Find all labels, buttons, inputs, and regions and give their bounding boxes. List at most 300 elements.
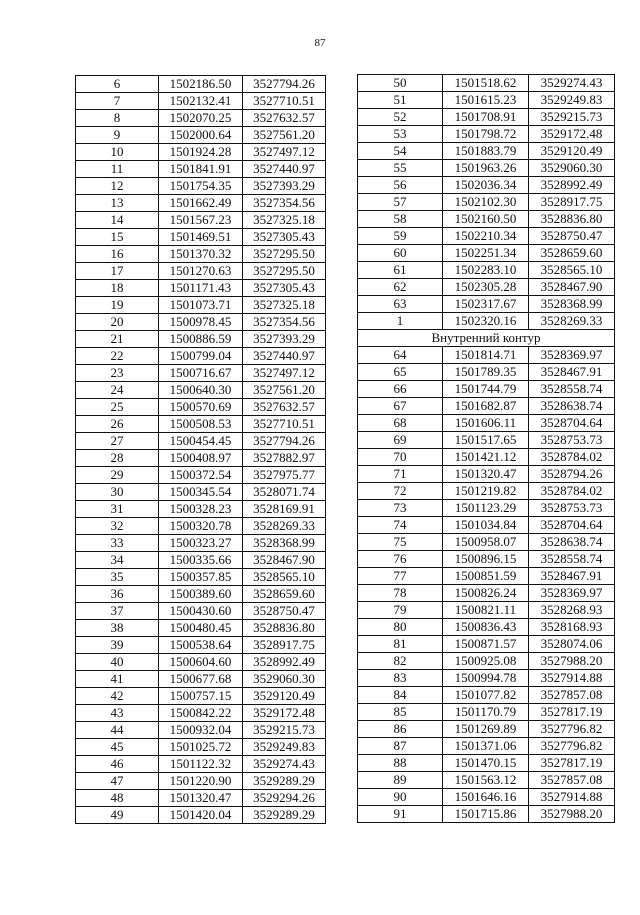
y-coordinate: 3527796.82 [529,738,615,755]
y-coordinate: 3527325.18 [243,297,326,314]
x-coordinate: 1501320.47 [159,790,243,807]
coordinate-row [358,653,615,670]
coordinate-row [76,246,326,263]
point-number: 44 [76,722,159,739]
point-number: 50 [358,75,443,92]
point-number: 55 [358,160,443,177]
coordinate-row [358,245,615,262]
point-number: 9 [76,127,159,144]
x-coordinate: 1501798.72 [443,126,529,143]
coordinate-row [358,296,615,313]
y-coordinate: 3527817.19 [529,704,615,721]
x-coordinate: 1502317.67 [443,296,529,313]
coordinate-row [76,552,326,569]
page-number: 87 [314,37,326,49]
point-number: 86 [358,721,443,738]
coordinate-row [76,263,326,280]
point-number: 71 [358,466,443,483]
y-coordinate: 3529215.73 [243,722,326,739]
point-number: 35 [76,569,159,586]
x-coordinate: 1500851.59 [443,568,529,585]
point-number: 90 [358,789,443,806]
coordinate-row [358,517,615,534]
coordinate-row [358,602,615,619]
y-coordinate: 3528565.10 [529,262,615,279]
point-number: 80 [358,619,443,636]
point-number: 53 [358,126,443,143]
x-coordinate: 1500328.23 [159,501,243,518]
x-coordinate: 1500826.24 [443,585,529,602]
coordinate-row [358,585,615,602]
x-coordinate: 1502283.10 [443,262,529,279]
x-coordinate: 1500757.15 [159,688,243,705]
y-coordinate: 3529060.30 [529,160,615,177]
x-coordinate: 1501025.72 [159,739,243,756]
y-coordinate: 3528704.64 [529,517,615,534]
x-coordinate: 1501371.06 [443,738,529,755]
y-coordinate: 3529172.48 [243,705,326,722]
point-number: 70 [358,449,443,466]
y-coordinate: 3527914.88 [529,789,615,806]
x-coordinate: 1501171.43 [159,280,243,297]
x-coordinate: 1500871.57 [443,636,529,653]
y-coordinate: 3528917.75 [529,194,615,211]
y-coordinate: 3529060.30 [243,671,326,688]
point-number: 38 [76,620,159,637]
point-number: 27 [76,433,159,450]
x-coordinate: 1502210.34 [443,228,529,245]
coordinate-row [76,144,326,161]
point-number: 26 [76,416,159,433]
x-coordinate: 1500978.45 [159,314,243,331]
x-coordinate: 1501708.91 [443,109,529,126]
y-coordinate: 3529249.83 [529,92,615,109]
y-coordinate: 3529120.49 [243,688,326,705]
x-coordinate: 1500323.27 [159,535,243,552]
x-coordinate: 1501563.12 [443,772,529,789]
y-coordinate: 3529294.26 [243,790,326,807]
point-number: 52 [358,109,443,126]
y-coordinate: 3527354.56 [243,314,326,331]
point-number: 78 [358,585,443,602]
x-coordinate: 1502160.50 [443,211,529,228]
point-number: 59 [358,228,443,245]
x-coordinate: 1501122.32 [159,756,243,773]
x-coordinate: 1500538.64 [159,637,243,654]
point-number: 29 [76,467,159,484]
coordinate-row [76,161,326,178]
coordinate-row [76,467,326,484]
point-number: 42 [76,688,159,705]
point-number: 20 [76,314,159,331]
y-coordinate: 3528071.74 [243,484,326,501]
y-coordinate: 3528836.80 [529,211,615,228]
x-coordinate: 1501073.71 [159,297,243,314]
x-coordinate: 1500345.54 [159,484,243,501]
y-coordinate: 3529249.83 [243,739,326,756]
coordinate-row [358,636,615,653]
y-coordinate: 3527440.97 [243,348,326,365]
point-number: 15 [76,229,159,246]
y-coordinate: 3527354.56 [243,195,326,212]
x-coordinate: 1500994.78 [443,670,529,687]
x-coordinate: 1501754.35 [159,178,243,195]
y-coordinate: 3528659.60 [243,586,326,603]
point-number: 46 [76,756,159,773]
point-number: 79 [358,602,443,619]
y-coordinate: 3528467.91 [529,364,615,381]
x-coordinate: 1500372.54 [159,467,243,484]
point-number: 58 [358,211,443,228]
x-coordinate: 1500925.08 [443,653,529,670]
coordinate-row [76,807,326,824]
coordinate-row [76,739,326,756]
point-number: 73 [358,500,443,517]
point-number: 83 [358,670,443,687]
x-coordinate: 1500932.04 [159,722,243,739]
x-coordinate: 1501606.11 [443,415,529,432]
x-coordinate: 1501269.89 [443,721,529,738]
coordinate-row [358,500,615,517]
coordinate-row [76,127,326,144]
section-heading-row [358,330,615,347]
x-coordinate: 1500716.67 [159,365,243,382]
coordinate-row [76,722,326,739]
coordinate-row [358,364,615,381]
y-coordinate: 3529215.73 [529,109,615,126]
y-coordinate: 3528704.64 [529,415,615,432]
point-number: 89 [358,772,443,789]
point-number: 69 [358,432,443,449]
coordinate-row [76,569,326,586]
coordinate-row [76,433,326,450]
y-coordinate: 3527497.12 [243,144,326,161]
coordinate-row [358,738,615,755]
y-coordinate: 3527857.08 [529,687,615,704]
coordinate-row [76,212,326,229]
point-number: 49 [76,807,159,824]
point-number: 76 [358,551,443,568]
y-coordinate: 3527882.97 [243,450,326,467]
point-number: 61 [358,262,443,279]
y-coordinate: 3528753.73 [529,432,615,449]
coordinate-row [358,109,615,126]
y-coordinate: 3527305.43 [243,229,326,246]
coordinate-row [358,160,615,177]
x-coordinate: 1501270.63 [159,263,243,280]
point-number: 56 [358,177,443,194]
point-number: 82 [358,653,443,670]
x-coordinate: 1500454.45 [159,433,243,450]
y-coordinate: 3527561.20 [243,382,326,399]
coordinate-row [76,790,326,807]
coordinate-row [76,586,326,603]
x-coordinate: 1500958.07 [443,534,529,551]
y-coordinate: 3527393.29 [243,331,326,348]
y-coordinate: 3527325.18 [243,212,326,229]
coordinate-row [358,75,615,92]
y-coordinate: 3527710.51 [243,93,326,110]
x-coordinate: 1502186.50 [159,76,243,93]
coordinate-row [76,773,326,790]
y-coordinate: 3527817.19 [529,755,615,772]
coordinate-row [76,229,326,246]
coordinate-row [76,195,326,212]
x-coordinate: 1501517.65 [443,432,529,449]
x-coordinate: 1501662.49 [159,195,243,212]
point-number: 66 [358,381,443,398]
y-coordinate: 3528638.74 [529,398,615,415]
x-coordinate: 1500335.66 [159,552,243,569]
coordinate-row [76,501,326,518]
x-coordinate: 1501470.15 [443,755,529,772]
y-coordinate: 3528992.49 [529,177,615,194]
coordinate-row [76,110,326,127]
point-number: 36 [76,586,159,603]
y-coordinate: 3529274.43 [243,756,326,773]
x-coordinate: 1501421.12 [443,449,529,466]
y-coordinate: 3527794.26 [243,76,326,93]
y-coordinate: 3527497.12 [243,365,326,382]
coordinate-row [358,687,615,704]
coordinate-row [358,381,615,398]
point-number: 25 [76,399,159,416]
coordinate-row [358,670,615,687]
coordinate-row [358,262,615,279]
point-number: 47 [76,773,159,790]
x-coordinate: 1502305.28 [443,279,529,296]
x-coordinate: 1502036.34 [443,177,529,194]
point-number: 41 [76,671,159,688]
x-coordinate: 1502320.16 [443,313,529,330]
coordinate-row [358,228,615,245]
x-coordinate: 1501963.26 [443,160,529,177]
x-coordinate: 1501219.82 [443,483,529,500]
coordinate-row [358,194,615,211]
coordinate-row [76,671,326,688]
coordinate-row [76,484,326,501]
y-coordinate: 3527857.08 [529,772,615,789]
coordinate-row [76,518,326,535]
coordinate-row [76,178,326,195]
x-coordinate: 1501320.47 [443,466,529,483]
coordinate-row [76,348,326,365]
point-number: 24 [76,382,159,399]
coordinates-table-right-body [358,75,615,823]
y-coordinate: 3528917.75 [243,637,326,654]
y-coordinate: 3527796.82 [529,721,615,738]
point-number: 39 [76,637,159,654]
coordinate-row [358,347,615,364]
point-number: 19 [76,297,159,314]
point-number: 16 [76,246,159,263]
x-coordinate: 1500677.68 [159,671,243,688]
x-coordinate: 1502102.30 [443,194,529,211]
coordinates-table-left-body [76,76,326,824]
point-number: 65 [358,364,443,381]
coordinate-row [358,177,615,194]
y-coordinate: 3529274.43 [529,75,615,92]
coordinate-row [76,637,326,654]
y-coordinate: 3528368.99 [243,535,326,552]
y-coordinate: 3528750.47 [243,603,326,620]
x-coordinate: 1501789.35 [443,364,529,381]
x-coordinate: 1501220.90 [159,773,243,790]
x-coordinate: 1500836.43 [443,619,529,636]
y-coordinate: 3528467.90 [243,552,326,569]
x-coordinate: 1501924.28 [159,144,243,161]
y-coordinate: 3527440.97 [243,161,326,178]
x-coordinate: 1500430.60 [159,603,243,620]
section-heading: Внутренний контур [358,330,615,347]
point-number: 74 [358,517,443,534]
point-number: 6 [76,76,159,93]
coordinate-row [358,483,615,500]
y-coordinate: 3528368.99 [529,296,615,313]
point-number: 64 [358,347,443,364]
point-number: 1 [358,313,443,330]
coordinate-row [358,466,615,483]
y-coordinate: 3528638.74 [529,534,615,551]
y-coordinate: 3529172.48 [529,126,615,143]
point-number: 33 [76,535,159,552]
y-coordinate: 3528168.93 [529,619,615,636]
x-coordinate: 1500886.59 [159,331,243,348]
x-coordinate: 1501123.29 [443,500,529,517]
point-number: 81 [358,636,443,653]
point-number: 32 [76,518,159,535]
y-coordinate: 3528992.49 [243,654,326,671]
y-coordinate: 3527305.43 [243,280,326,297]
y-coordinate: 3527988.20 [529,653,615,670]
y-coordinate: 3528369.97 [529,585,615,602]
x-coordinate: 1500640.30 [159,382,243,399]
coordinate-row [76,416,326,433]
coordinates-table-left [75,75,326,824]
x-coordinate: 1501034.84 [443,517,529,534]
y-coordinate: 3527914.88 [529,670,615,687]
y-coordinate: 3528784.02 [529,483,615,500]
coordinate-row [76,331,326,348]
coordinate-row [358,534,615,551]
point-number: 68 [358,415,443,432]
point-number: 67 [358,398,443,415]
x-coordinate: 1501615.23 [443,92,529,109]
y-coordinate: 3528565.10 [243,569,326,586]
point-number: 34 [76,552,159,569]
point-number: 22 [76,348,159,365]
point-number: 14 [76,212,159,229]
point-number: 37 [76,603,159,620]
point-number: 77 [358,568,443,585]
point-number: 75 [358,534,443,551]
point-number: 10 [76,144,159,161]
x-coordinate: 1500799.04 [159,348,243,365]
coordinate-row [358,313,615,330]
point-number: 60 [358,245,443,262]
y-coordinate: 3528467.91 [529,568,615,585]
point-number: 7 [76,93,159,110]
x-coordinate: 1500604.60 [159,654,243,671]
coordinate-row [76,654,326,671]
coordinate-row [358,126,615,143]
y-coordinate: 3527632.57 [243,399,326,416]
coordinate-row [358,432,615,449]
coordinate-row [358,772,615,789]
x-coordinate: 1501646.16 [443,789,529,806]
point-number: 11 [76,161,159,178]
y-coordinate: 3528269.33 [243,518,326,535]
x-coordinate: 1501077.82 [443,687,529,704]
x-coordinate: 1500357.85 [159,569,243,586]
y-coordinate: 3528836.80 [243,620,326,637]
coordinate-row [358,211,615,228]
point-number: 43 [76,705,159,722]
x-coordinate: 1500480.45 [159,620,243,637]
coordinate-row [76,535,326,552]
x-coordinate: 1501567.23 [159,212,243,229]
y-coordinate: 3528558.74 [529,381,615,398]
coordinate-row [358,789,615,806]
point-number: 72 [358,483,443,500]
x-coordinate: 1501814.71 [443,347,529,364]
point-number: 12 [76,178,159,195]
point-number: 91 [358,806,443,823]
coordinate-row [76,365,326,382]
point-number: 21 [76,331,159,348]
point-number: 28 [76,450,159,467]
coordinate-row [76,280,326,297]
y-coordinate: 3527561.20 [243,127,326,144]
x-coordinate: 1501170.79 [443,704,529,721]
coordinate-row [358,92,615,109]
coordinate-row [76,382,326,399]
coordinate-row [358,704,615,721]
coordinate-row [76,688,326,705]
point-number: 84 [358,687,443,704]
point-number: 18 [76,280,159,297]
x-coordinate: 1501370.32 [159,246,243,263]
coordinates-table-right [357,74,615,823]
point-number: 13 [76,195,159,212]
y-coordinate: 3527295.50 [243,263,326,280]
x-coordinate: 1501420.04 [159,807,243,824]
y-coordinate: 3527393.29 [243,178,326,195]
x-coordinate: 1500570.69 [159,399,243,416]
point-number: 48 [76,790,159,807]
coordinate-row [358,568,615,585]
y-coordinate: 3527710.51 [243,416,326,433]
y-coordinate: 3528074.06 [529,636,615,653]
y-coordinate: 3527632.57 [243,110,326,127]
y-coordinate: 3528467.90 [529,279,615,296]
x-coordinate: 1501469.51 [159,229,243,246]
x-coordinate: 1500389.60 [159,586,243,603]
point-number: 8 [76,110,159,127]
coordinate-row [358,415,615,432]
y-coordinate: 3528268.93 [529,602,615,619]
coordinate-row [76,399,326,416]
y-coordinate: 3529120.49 [529,143,615,160]
coordinate-row [358,279,615,296]
y-coordinate: 3529289.29 [243,807,326,824]
x-coordinate: 1500821.11 [443,602,529,619]
coordinate-row [358,619,615,636]
coordinate-row [76,314,326,331]
point-number: 45 [76,739,159,756]
x-coordinate: 1502251.34 [443,245,529,262]
x-coordinate: 1500842.22 [159,705,243,722]
